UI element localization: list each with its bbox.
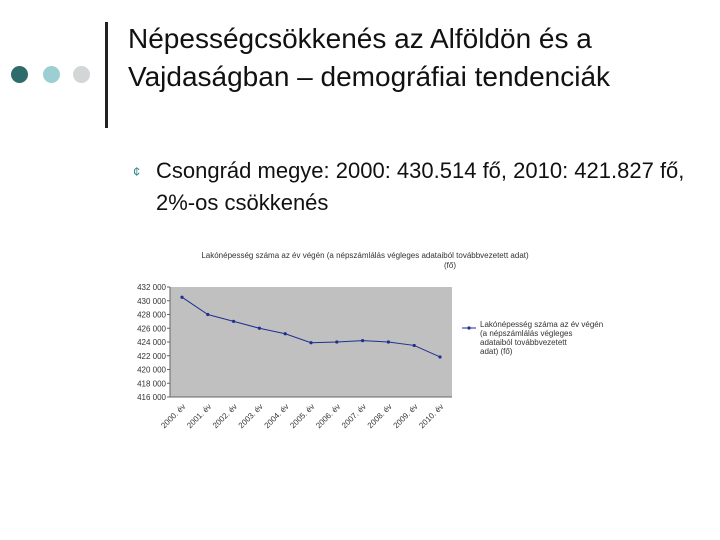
y-tick-label: 416 000 <box>137 393 166 402</box>
x-tick-label: 2007. év <box>339 402 369 431</box>
population-chart <box>120 240 620 450</box>
y-tick-label: 432 000 <box>137 283 166 292</box>
x-tick-label: 2008. év <box>365 402 394 431</box>
data-point <box>335 340 338 343</box>
x-tick-label: 2001. év <box>185 402 214 431</box>
data-point <box>206 313 209 316</box>
y-tick-label: 420 000 <box>137 365 166 375</box>
title-divider <box>105 22 108 128</box>
y-tick-label: 428 000 <box>137 310 166 320</box>
data-point <box>232 320 235 323</box>
data-point <box>309 341 312 344</box>
x-tick-label: 2002. év <box>210 402 240 431</box>
legend-label: Lakónépesség száma az év végén (a népszámlálás végleges adataiból továbbvezetett adat) (fő) <box>480 320 604 356</box>
x-tick-label: 2009. év <box>391 402 420 431</box>
data-point <box>258 327 261 330</box>
y-tick-label: 418 000 <box>137 379 166 389</box>
y-tick-label: 422 000 <box>137 351 166 361</box>
decor-dot-light <box>73 66 90 83</box>
data-point <box>180 296 183 299</box>
data-point <box>413 344 416 347</box>
y-tick-label: 430 000 <box>137 296 166 306</box>
bullet-text: Csongrád megye: 2000: 430.514 fő, 2010: 421.827 fő, 2%-os csökkenés <box>156 158 685 215</box>
data-point <box>387 340 390 343</box>
decor-dot-mid <box>43 66 60 83</box>
x-tick-label: 2004. év <box>262 402 291 431</box>
x-tick-label: 2005. év <box>288 402 317 431</box>
data-point <box>438 355 441 358</box>
decor-dot-dark <box>11 66 28 83</box>
data-point <box>284 332 287 335</box>
data-point <box>361 339 364 342</box>
legend-marker <box>467 326 470 329</box>
slide-title: Népességcsökkenés az Alföldön és a Vajdaságban – demográfiai tendenciák <box>128 23 611 92</box>
x-tick-label: 2000. év <box>159 402 188 431</box>
chart-title: Lakónépesség száma az év végén (a népszámlálás végleges adataiból továbbvezetett adat) (fő) <box>201 251 529 270</box>
x-tick-label: 2006. év <box>314 402 343 431</box>
x-tick-label: 2003. év <box>236 402 265 431</box>
y-tick-label: 426 000 <box>137 324 166 334</box>
y-tick-label: 424 000 <box>137 338 166 347</box>
bullet-icon: ¢ <box>133 164 141 179</box>
x-tick-label: 2010. év <box>417 402 446 431</box>
